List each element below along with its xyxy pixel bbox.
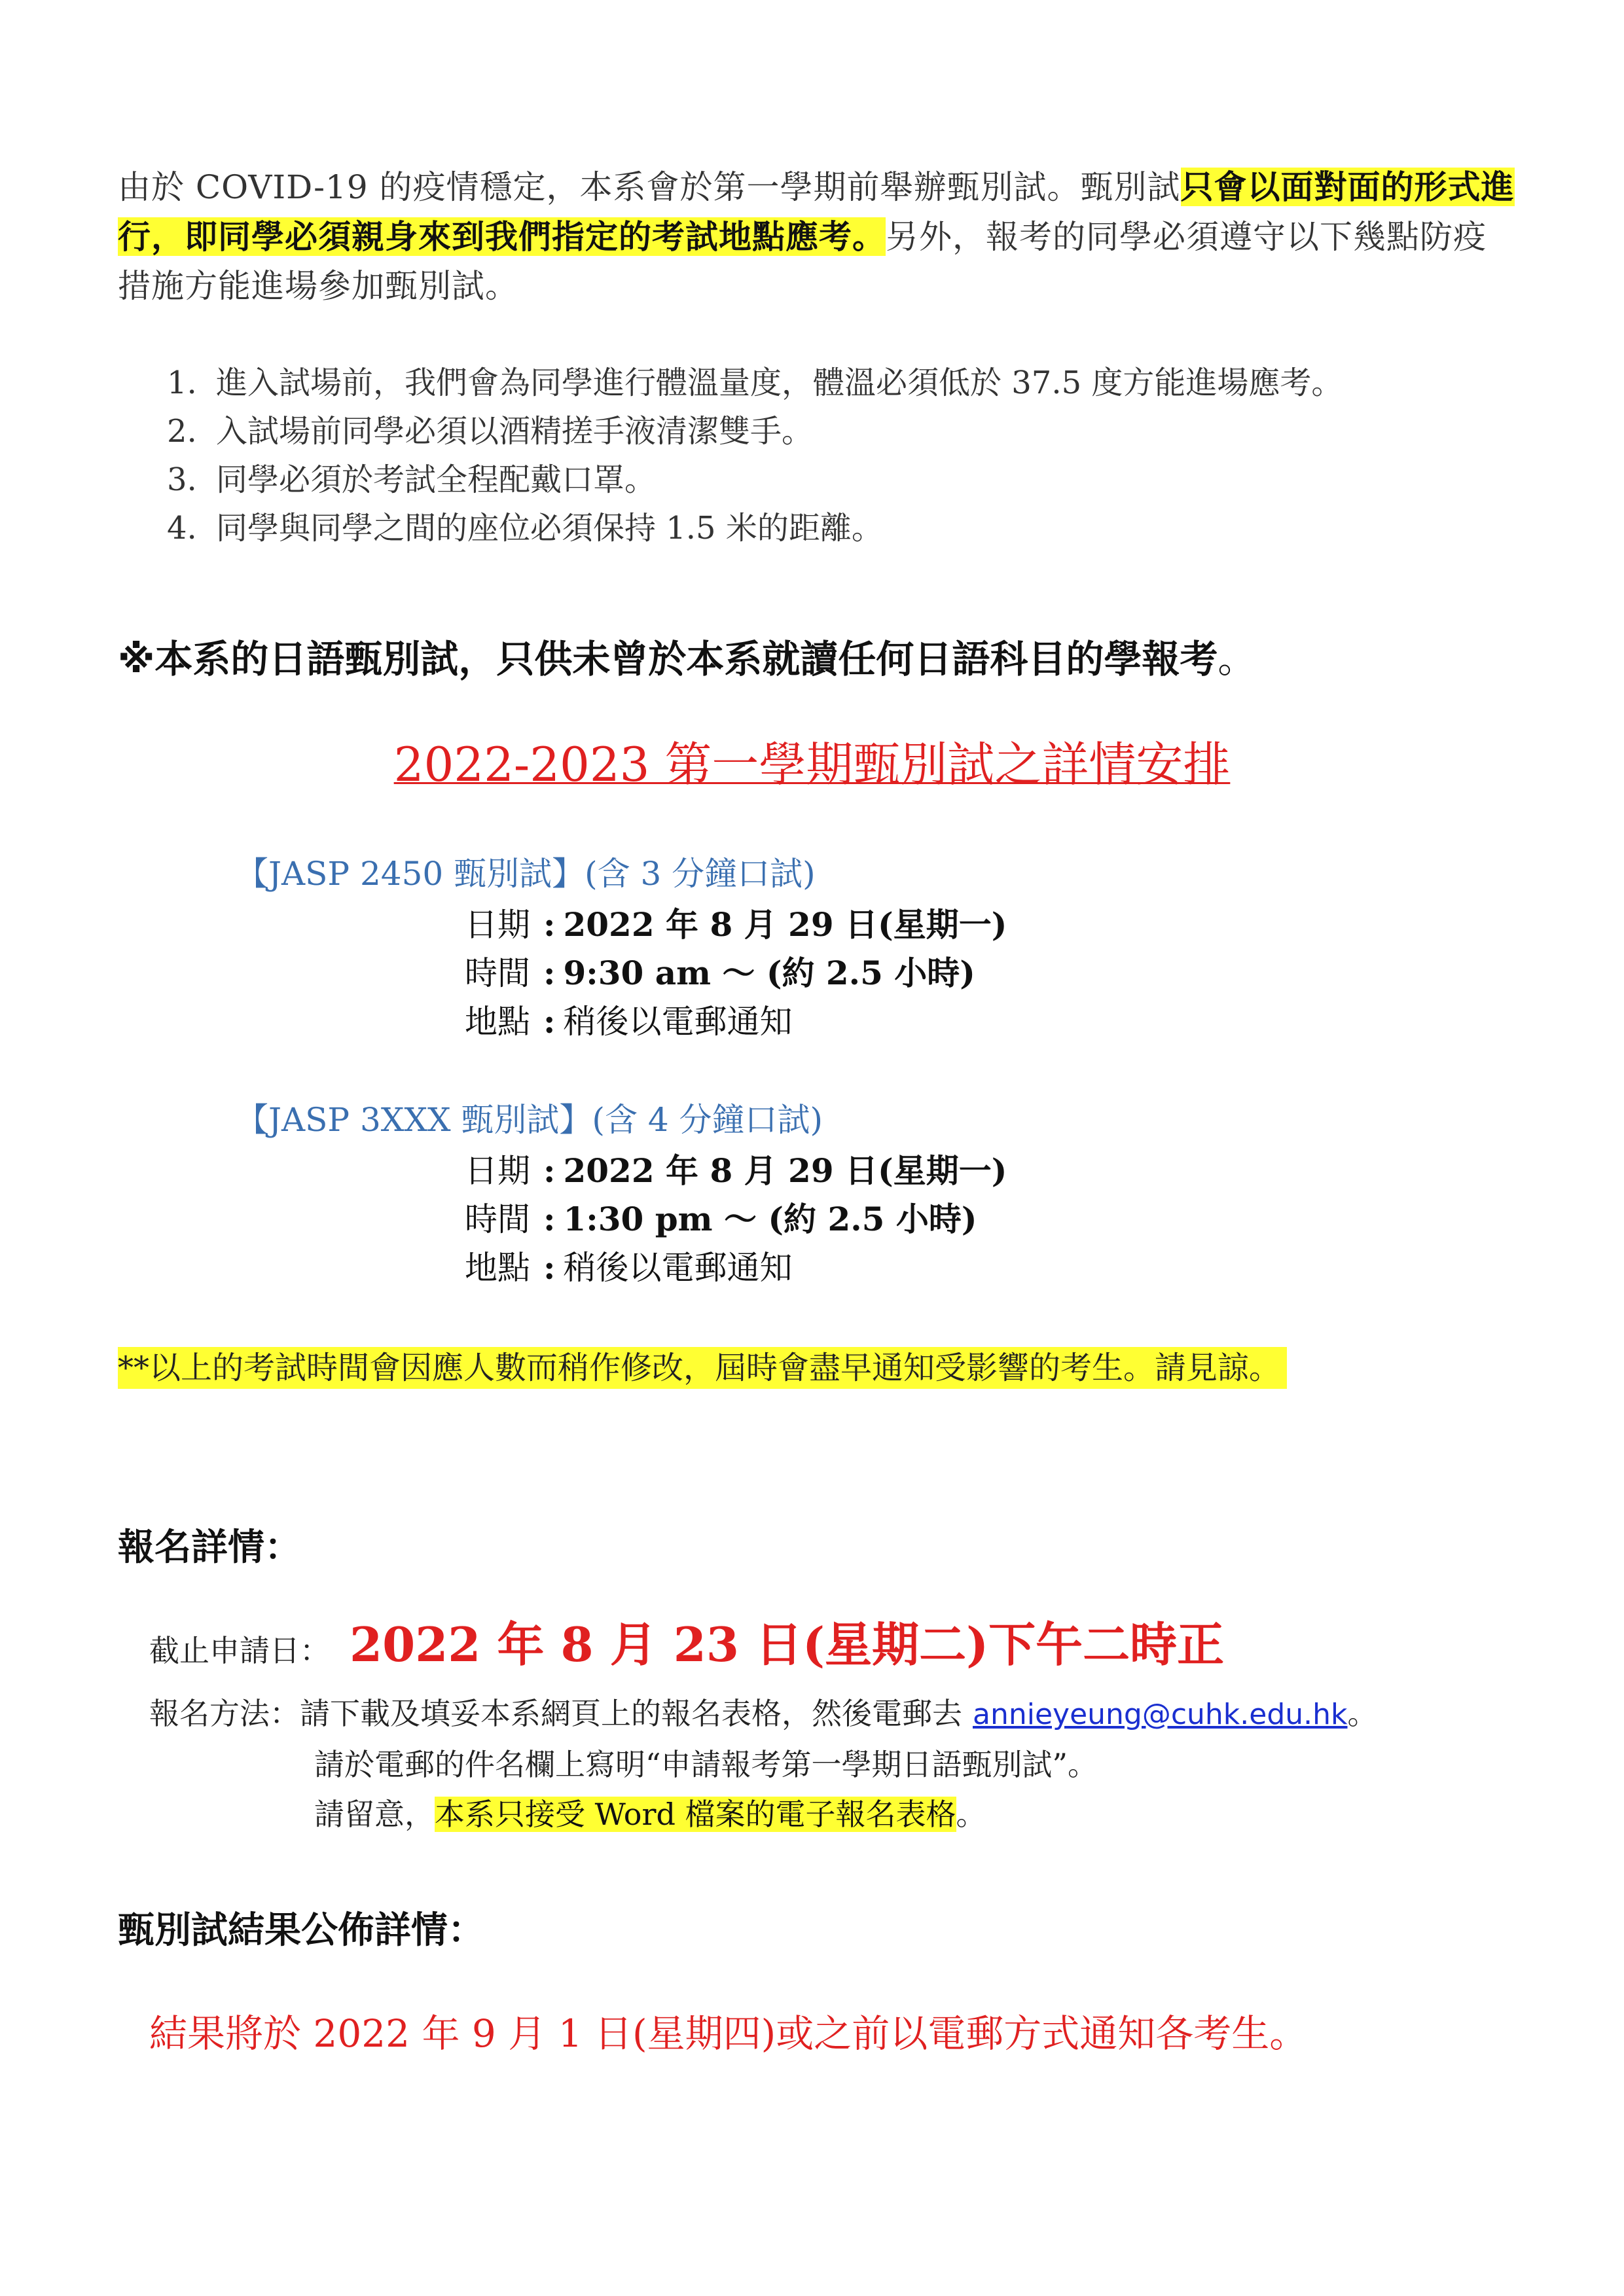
list-item — [167, 407, 1476, 456]
word-notice-end: 。 — [956, 1797, 986, 1832]
venue-label: 地點 — [465, 1249, 530, 1287]
schedule-change-notice: **以上的考試時間會因應人數而稍作修改，屆時會盡早通知受影響的考生。請見諒。 — [118, 1347, 1287, 1389]
eligibility-tail: 。 — [1218, 637, 1256, 681]
list-item — [167, 456, 1476, 504]
method-end: 。 — [1347, 1696, 1378, 1731]
step-text: 進入試場前，我們會為同學進行體溫量度，體溫必須低於 37.5 度方能進場應考。 — [216, 365, 1343, 401]
section-title: 2022-2023 第一學期甄別試之詳情安排 — [393, 737, 1231, 792]
list-item — [167, 359, 1476, 407]
intro-part2: 另外，報考的同學必須遵守以下幾點防疫措施方能進場參加甄別試。 — [118, 218, 1487, 305]
word-notice-prefix: 請留意， — [314, 1797, 435, 1832]
step-number: 4. — [167, 510, 197, 547]
step-number: 2. — [167, 413, 197, 450]
exam-time: 9:30 am ～ (約 2.5 小時) — [563, 954, 975, 992]
deadline-row — [149, 1607, 1224, 1675]
step-text: 入試場前同學必須以酒精搓手液清潔雙手。 — [216, 413, 814, 450]
safety-steps-list — [167, 359, 1476, 552]
exam-time-row: 時間 : 1:30 pm ～ (約 2.5 小時) — [465, 1195, 1414, 1244]
exam-venue-row: 地點 : 稍後以電郵通知 — [465, 1244, 1414, 1292]
date-label: 日期 — [465, 906, 530, 944]
exam-time: 1:30 pm ～ (約 2.5 小時) — [563, 1200, 977, 1238]
time-label: 時間 — [465, 1200, 530, 1238]
step-number: 3. — [167, 461, 197, 498]
email-link[interactable]: annieyeung@cuhk.edu.hk — [973, 1698, 1348, 1731]
exam-time-row: 時間 : 9:30 am ～ (約 2.5 小時) — [465, 949, 1414, 997]
venue-label: 地點 — [465, 1003, 530, 1041]
exam-date-row: 日期 : 2022 年 8 月 29 日(星期一) — [465, 1147, 1414, 1195]
list-item — [167, 504, 1476, 552]
deadline-value: 2022 年 8 月 23 日(星期二)下午二時正 — [350, 1617, 1225, 1672]
intro-highlight: 只會以面對面的形式進行，即同學必須親身來到我們指定的考試地點應考。 — [118, 168, 1515, 256]
exam-date: 2022 年 8 月 29 日(星期一) — [563, 905, 1007, 944]
exam-date: 2022 年 8 月 29 日(星期一) — [563, 1151, 1007, 1190]
eligibility-main: ※本系的日語甄別試，只供未曾於本系就讀任何日語科目的學報考 — [118, 637, 1218, 681]
exam-title: 【JASP 2450 甄別試】(含 3 分鐘口試) — [236, 855, 816, 893]
exam-venue: 稍後以電郵通知 — [563, 1249, 793, 1287]
step-text: 同學必須於考試全程配戴口罩。 — [216, 461, 657, 498]
time-label: 時間 — [465, 954, 530, 992]
eligibility-note — [118, 628, 1255, 683]
exam-date-row: 日期 : 2022 年 8 月 29 日(星期一) — [465, 901, 1414, 949]
results-text: 結果將於 2022 年 9 月 1 日(星期四)或之前以電郵方式通知各考生。 — [149, 2011, 1308, 2056]
method-text: 請下載及填妥本系網頁上的報名表格，然後電郵去 — [300, 1696, 962, 1731]
results-heading: 甄別試結果公佈詳情： — [118, 1909, 484, 1952]
word-notice-highlight: 本系只接受 Word 檔案的電子報名表格 — [435, 1797, 956, 1832]
exam-venue-row: 地點 : 稍後以電郵通知 — [465, 997, 1414, 1046]
step-text: 同學與同學之間的座位必須保持 1.5 米的距離。 — [216, 510, 883, 547]
registration-heading: 報名詳情： — [118, 1526, 301, 1569]
intro-paragraph — [118, 162, 1519, 311]
subject-instruction: 請於電郵的件名欄上寫明“申請報考第一學期日語甄別試”。 — [314, 1747, 1098, 1782]
exam-title: 【JASP 3XXX 甄別試】(含 4 分鐘口試) — [236, 1101, 823, 1139]
intro-part1: 由於 COVID-19 的疫情穩定，本系會於第一學期前舉辦甄別試。甄別試 — [118, 168, 1181, 206]
deadline-label: 截止申請日： — [149, 1633, 330, 1668]
exam-block-jasp3xxx — [236, 1097, 1414, 1292]
exam-block-jasp2450 — [236, 851, 1414, 1046]
method-label: 報名方法： — [149, 1696, 300, 1731]
date-label: 日期 — [465, 1152, 530, 1190]
exam-venue: 稍後以電郵通知 — [563, 1003, 793, 1041]
registration-method — [149, 1689, 1524, 1839]
step-number: 1. — [167, 365, 197, 401]
